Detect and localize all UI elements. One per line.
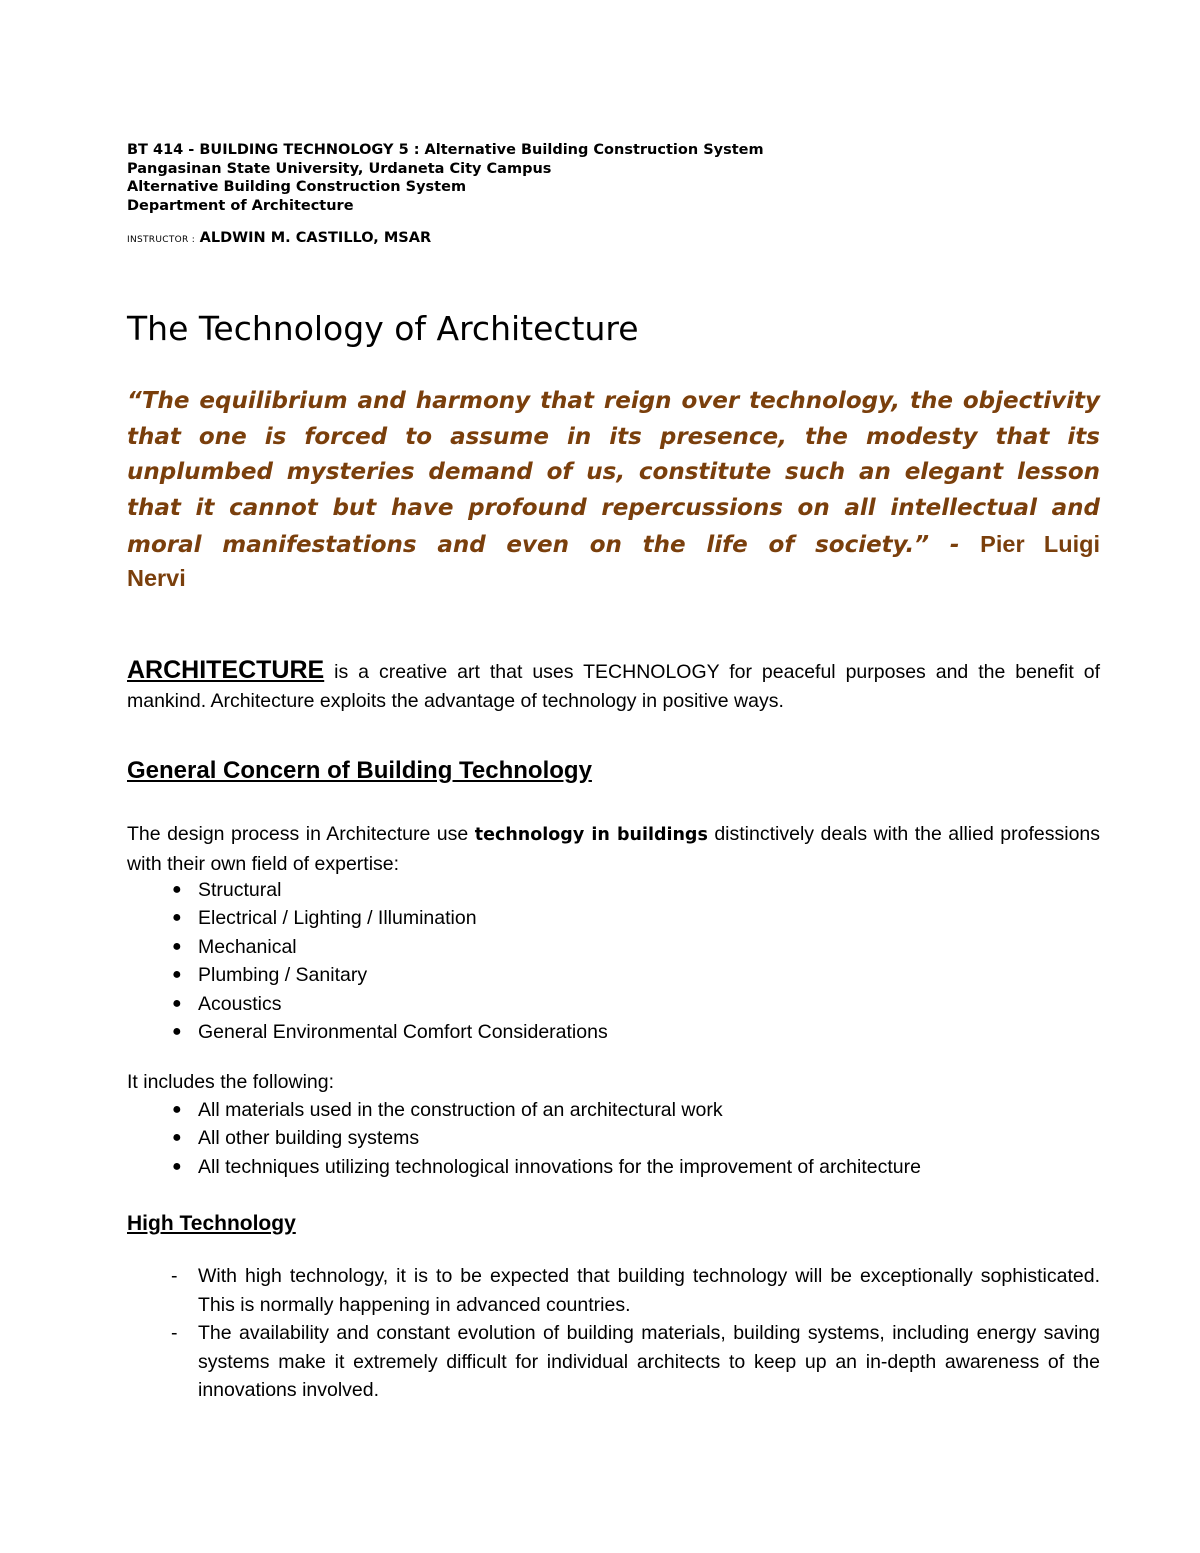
bullet-icon: ●	[172, 966, 182, 984]
course-title: BT 414 - BUILDING TECHNOLOGY 5 : Alternative Building Construction System	[127, 142, 764, 158]
instructor-label: INSTRUCTOR :	[127, 235, 196, 245]
list-item	[127, 1153, 921, 1181]
list-item-text: All other building systems	[198, 1127, 420, 1150]
general-concern-heading: General Concern of Building Technology	[127, 757, 592, 784]
list-item	[127, 1096, 921, 1124]
course-subject: Alternative Building Construction System	[127, 179, 467, 195]
bullet-icon: ●	[172, 994, 182, 1012]
course-header	[127, 141, 764, 215]
list-item-text: All techniques utilizing technological innovations for the improvement of architecture	[198, 1155, 921, 1178]
high-technology-heading: High Technology	[127, 1212, 296, 1235]
list-item-text: All materials used in the construction of an architectural work	[198, 1099, 723, 1121]
page-title: The Technology of Architecture	[127, 309, 639, 348]
list-item	[127, 1018, 608, 1046]
list-item-text: Mechanical	[198, 935, 297, 958]
quote-author-first: Pier Luigi	[980, 530, 1100, 557]
list-item	[127, 1319, 1100, 1405]
list-item	[127, 933, 608, 961]
list-item	[127, 876, 608, 904]
list-item-text: General Environmental Comfort Considerations	[198, 1020, 608, 1043]
bullet-icon: ●	[172, 1157, 182, 1175]
bullet-icon: ●	[172, 1101, 182, 1118]
quote-author-last: Nervi	[127, 565, 186, 591]
list-item	[127, 961, 608, 989]
quote-text: “The equilibrium and harmony that reign over technology, the objectivity that one is forced to assume in its presence, the modesty that its unplumbed mysteries demand of us, constitute such an elegant lesson that it cannot but have profound repercussions on all intellectual and moral manifestations and even on the life of society.” -	[127, 388, 1100, 558]
expertise-list	[127, 876, 608, 1046]
general-concern-paragraph	[127, 820, 1100, 878]
architecture-text: is a creative art that uses TECHNOLOGY for peaceful purposes and the benefit of mankind. Architecture exploits the advantage of technology in positive ways.	[127, 661, 1100, 712]
list-item-text: The availability and constant evolution of building materials, building systems, including energy saving systems make it extremely difficult for individual architects to keep up an in-depth awareness of the innovations involved.	[198, 1322, 1100, 1402]
instructor-name: ALDWIN M. CASTILLO, MSAR	[199, 230, 432, 246]
bullet-icon: ●	[172, 909, 182, 927]
list-item-text: Electrical / Lighting / Illumination	[198, 907, 477, 930]
list-item	[127, 990, 608, 1018]
includes-list	[127, 1096, 921, 1181]
bullet-icon: ●	[172, 1022, 182, 1040]
quote-block	[127, 384, 1100, 564]
high-technology-list	[127, 1262, 1100, 1405]
includes-intro: It includes the following:	[127, 1071, 335, 1093]
list-item-text: With high technology, it is to be expected that building technology will be exceptionally sophisticated. This is normally happening in advanced countries.	[198, 1265, 1100, 1316]
instructor-line	[127, 230, 431, 246]
list-item	[127, 904, 608, 932]
department-name: Department of Architecture	[127, 197, 354, 214]
bullet-icon: ●	[172, 937, 182, 955]
architecture-definition	[127, 656, 1100, 715]
paragraph-bold: technology in buildings	[474, 825, 708, 845]
architecture-term: ARCHITECTURE	[127, 656, 325, 684]
list-item-text: Plumbing / Sanitary	[198, 964, 368, 987]
bullet-icon: ●	[172, 1129, 182, 1147]
paragraph-start: The design process in Architecture use	[127, 823, 475, 845]
dash-icon: -	[171, 1322, 178, 1345]
dash-icon: -	[171, 1265, 178, 1287]
list-item-text: Structural	[198, 879, 282, 901]
paragraph-end: distinctively deals with the allied professions with their own field of expertise:	[127, 823, 1101, 875]
list-item-text: Acoustics	[198, 992, 282, 1015]
list-item	[127, 1124, 921, 1152]
university-name: Pangasinan State University, Urdaneta City Campus	[127, 160, 552, 177]
bullet-icon: ●	[172, 881, 182, 898]
list-item	[127, 1262, 1100, 1319]
